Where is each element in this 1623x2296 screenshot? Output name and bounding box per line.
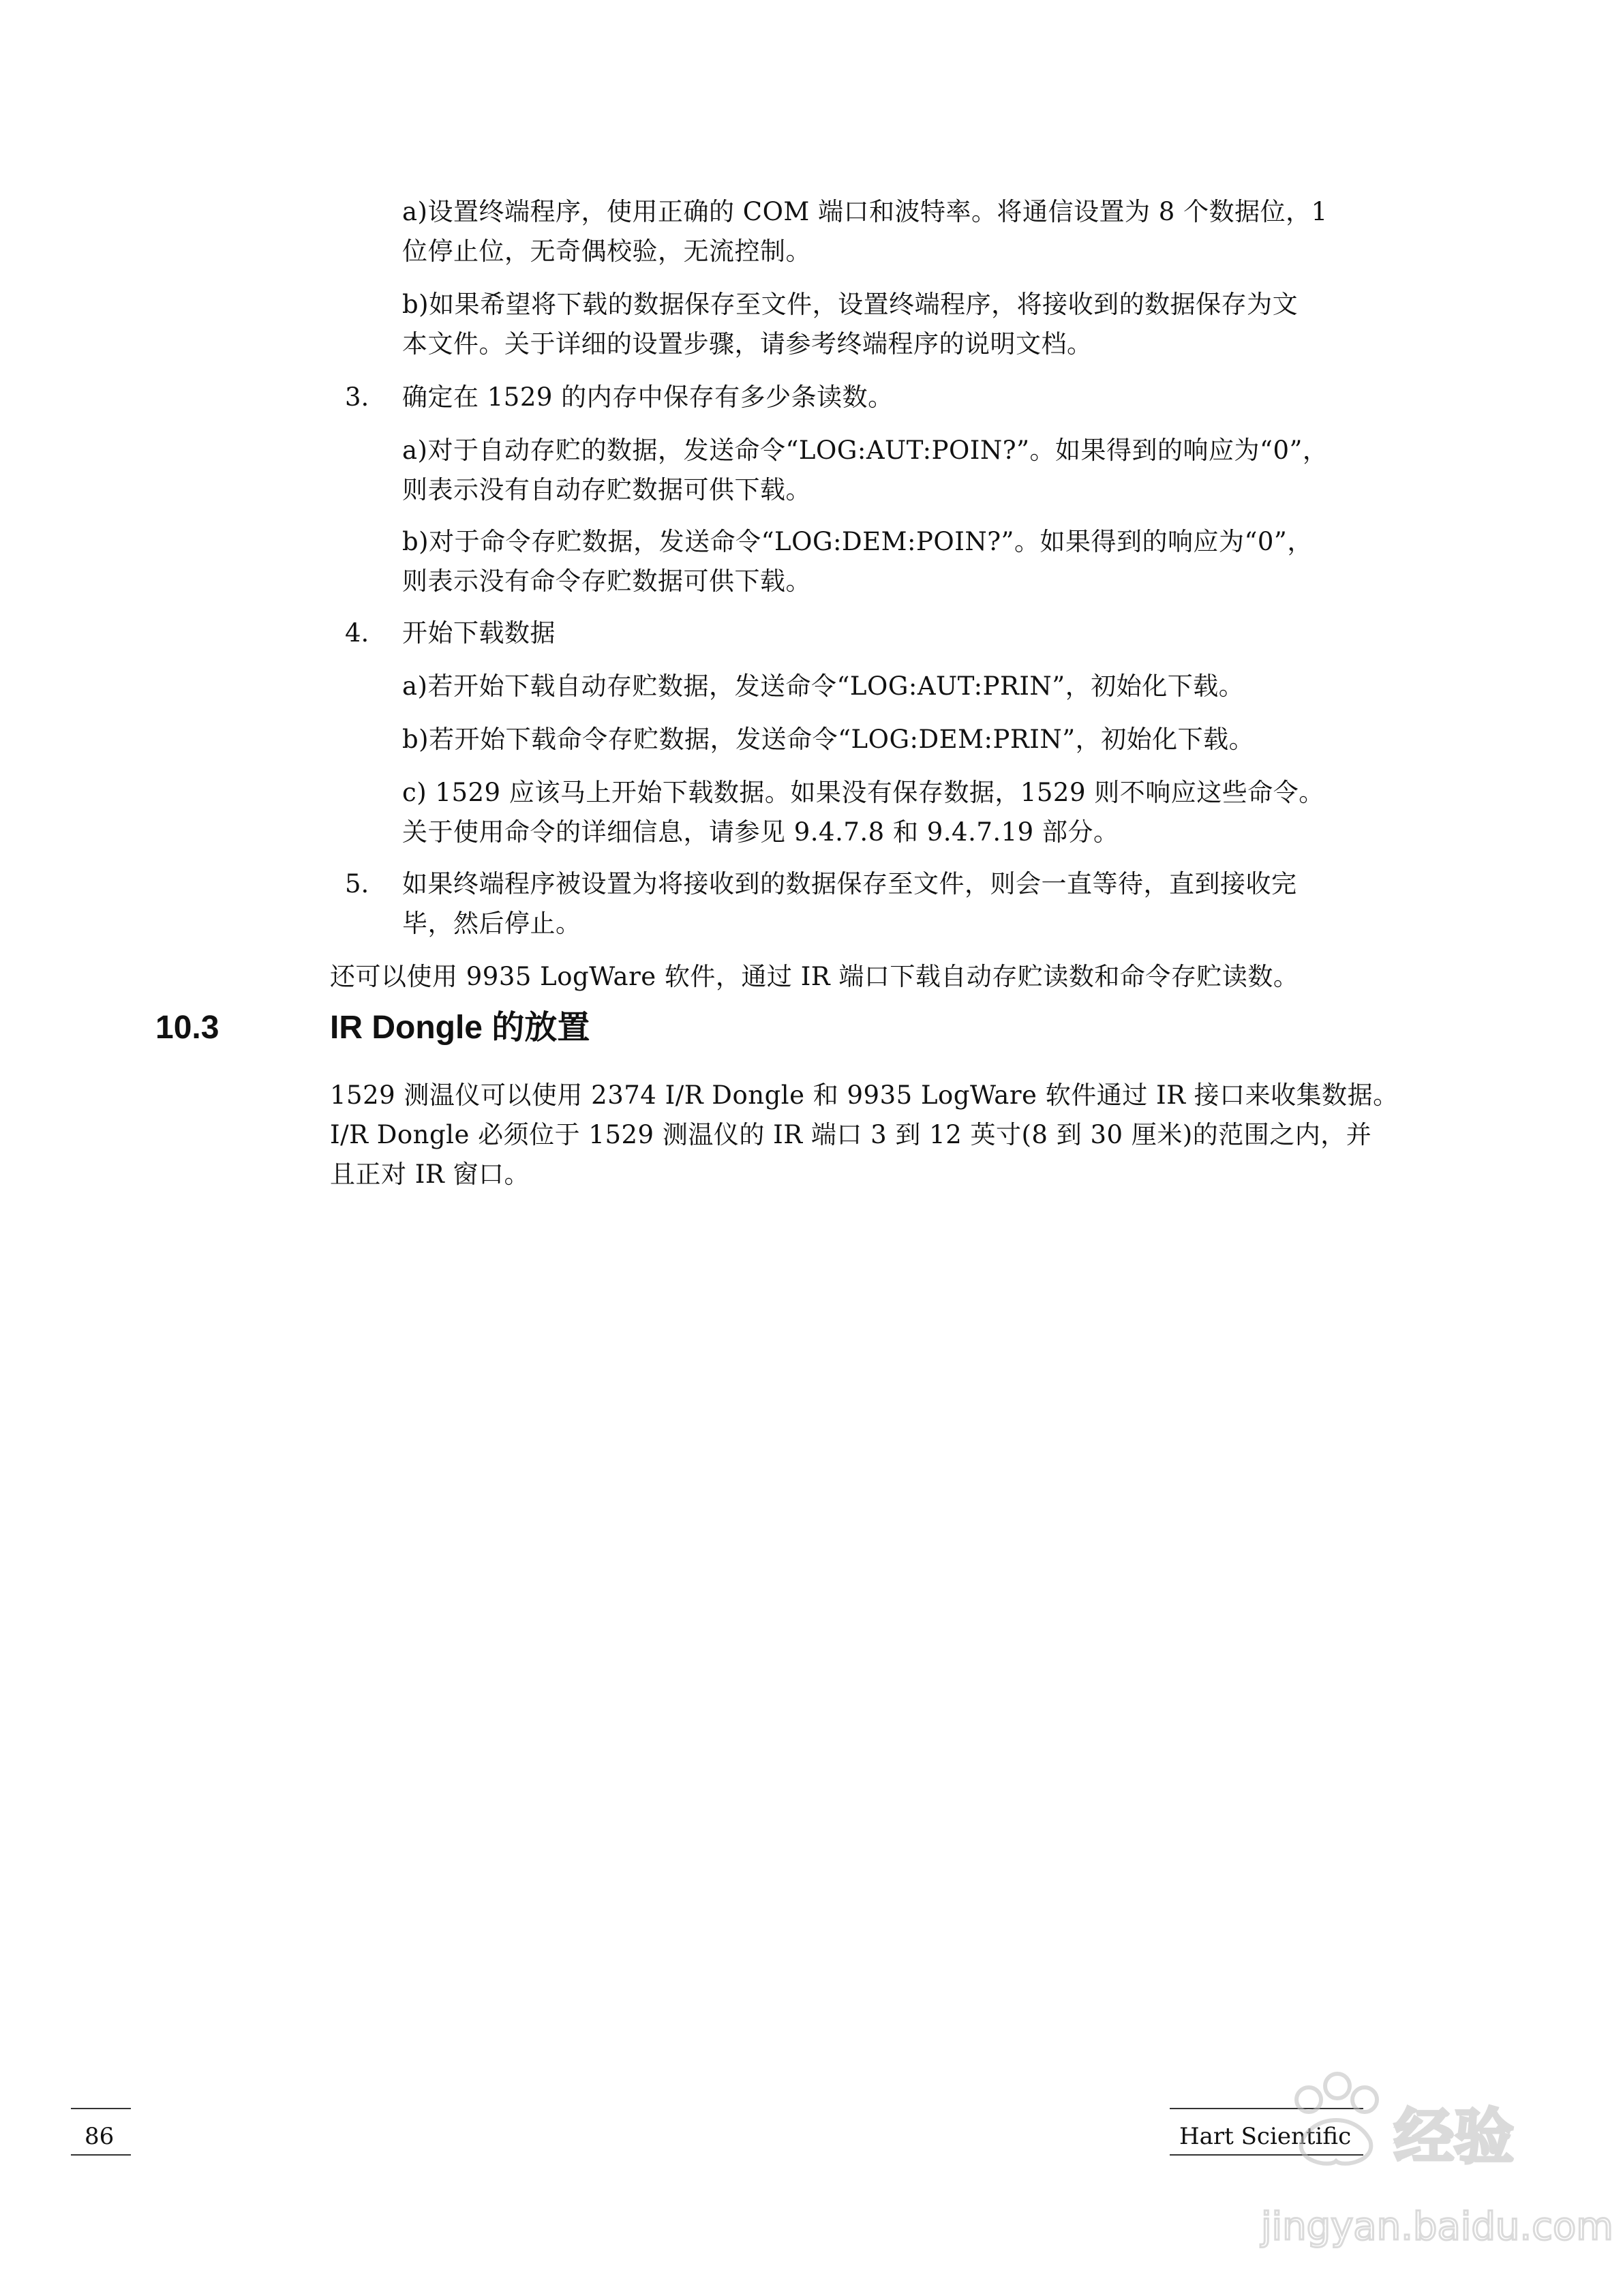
section-number: 10.3 [155, 1010, 219, 1046]
step3-text: 确定在 1529 的内存中保存有多少条读数。 [402, 382, 894, 412]
logware-note: 还可以使用 9935 LogWare 软件，通过 IR 端口下载自动存贮读数和命令存贮读数。 [330, 962, 1299, 991]
step2-b-line1: b)如果希望将下载的数据保存至文件，设置终端程序，将接收到的数据保存为文 [402, 290, 1299, 319]
step3-a [402, 431, 1328, 510]
step4-a: a)若开始下载自动存贮数据，发送命令“LOG:AUT:PRIN”，初始化下载。 [402, 671, 1245, 701]
step2-a-line2: 位停止位，无奇偶校验，无流控制。 [402, 237, 811, 266]
step4-c [402, 773, 1324, 852]
step2-b [402, 285, 1298, 364]
step5-number: 5. [345, 869, 369, 898]
footer-rule-left-bottom [71, 2154, 131, 2156]
step4-number: 4. [345, 618, 369, 648]
section-body [330, 1076, 1399, 1194]
step3-b-line2: 则表示没有命令存贮数据可供下载。 [402, 567, 811, 596]
watermark-url-text: jingyan.baidu.com [1261, 2205, 1613, 2249]
step2-a [402, 192, 1328, 271]
baidu-jingyan-watermark [1261, 2059, 1613, 2263]
step2-b-line2: 本文件。关于详细的设置步骤，请参考终端程序的说明文档。 [402, 329, 1093, 359]
step3-a-line2: 则表示没有自动存贮数据可供下载。 [402, 475, 811, 504]
step5-line2: 毕，然后停止。 [402, 909, 581, 938]
section-body-line1: 1529 测温仪可以使用 2374 I/R Dongle 和 9935 LogWare 软件通过 IR 接口来收集数据。 [330, 1081, 1399, 1110]
step3-b-line1: b)对于命令存贮数据，发送命令“LOG:DEM:POIN?”。如果得到的响应为“0”， [402, 527, 1313, 556]
step3-a-line1: a)对于自动存贮的数据，发送命令“LOG:AUT:POIN?”。如果得到的响应为“0”， [402, 436, 1329, 465]
step4-c-line1: c) 1529 应该马上开始下载数据。如果没有保存数据，1529 则不响应这些命令。 [402, 778, 1324, 807]
step3-number: 3. [345, 382, 369, 412]
section-body-line3: 且正对 IR 窗口。 [330, 1160, 530, 1189]
footer-brand: Hart Scientific [1179, 2123, 1352, 2150]
watermark-cn-text: 经验 [1394, 2102, 1515, 2172]
step2-a-line1: a)设置终端程序，使用正确的 COM 端口和波特率。将通信设置为 8 个数据位，1 [402, 197, 1328, 226]
step5-text [402, 864, 1297, 943]
step4-c-line2: 关于使用命令的详细信息，请参见 9.4.7.8 和 9.4.7.19 部分。 [402, 817, 1119, 847]
step5-line1: 如果终端程序被设置为将接收到的数据保存至文件，则会一直等待，直到接收完 [402, 869, 1297, 898]
step3-b [402, 522, 1313, 601]
step4-text: 开始下载数据 [402, 618, 556, 648]
section-title: IR Dongle 的放置 [330, 1010, 590, 1046]
step4-b: b)若开始下载命令存贮数据，发送命令“LOG:DEM:PRIN”，初始化下载。 [402, 725, 1255, 754]
page-number: 86 [85, 2123, 115, 2150]
section-body-line2: I/R Dongle 必须位于 1529 测温仪的 IR 端口 3 到 12 英寸(8 到 30 厘米)的范围之内，并 [330, 1120, 1372, 1149]
footer-rule-left-top [71, 2108, 131, 2109]
